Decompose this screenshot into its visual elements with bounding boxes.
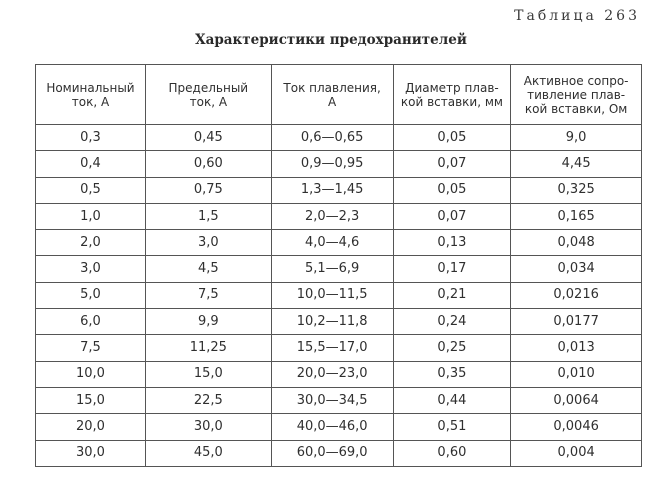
melting-current-cell: 1,3—1,45 (271, 177, 393, 203)
limit-current-cell: 45,0 (145, 440, 271, 466)
nominal-current-cell: 5,0 (36, 282, 146, 308)
table-row (36, 203, 642, 229)
nominal-current-cell: 2,0 (36, 230, 146, 256)
diameter-cell: 0,25 (393, 335, 511, 361)
melting-current-cell: 0,6—0,65 (271, 125, 393, 151)
nominal-current-cell: 7,5 (36, 335, 146, 361)
table-number: Таблица 263 (514, 8, 640, 24)
header-row (36, 65, 642, 125)
nominal-current-cell: 0,4 (36, 151, 146, 177)
header-line: Диаметр плав- (405, 80, 499, 95)
melting-current-cell: 10,2—11,8 (271, 309, 393, 335)
limit-current-cell: 4,5 (145, 256, 271, 282)
resistance-cell: 0,0046 (511, 414, 642, 440)
resistance-cell: 4,45 (511, 151, 642, 177)
header-line: Активное сопро- (523, 73, 629, 88)
diameter-cell: 0,35 (393, 361, 511, 387)
nominal-current-cell: 30,0 (36, 440, 146, 466)
table-caption: Характеристики предохранителей (195, 32, 467, 48)
limit-current-cell: 1,5 (145, 203, 271, 229)
resistance-cell: 0,0177 (511, 309, 642, 335)
header-active-resistance (511, 65, 642, 125)
header-line: ток, А (71, 94, 110, 109)
diameter-cell: 0,17 (393, 256, 511, 282)
header-line: А (328, 94, 337, 109)
resistance-cell: 0,010 (511, 361, 642, 387)
melting-current-cell: 15,5—17,0 (271, 335, 393, 361)
resistance-cell: 0,325 (511, 177, 642, 203)
header-line: кой вставки, мм (400, 94, 503, 109)
nominal-current-cell: 6,0 (36, 309, 146, 335)
header-insert-diameter (393, 65, 511, 125)
table-row (36, 414, 642, 440)
resistance-cell: 0,034 (511, 256, 642, 282)
melting-current-cell: 20,0—23,0 (271, 361, 393, 387)
table-row (36, 125, 642, 151)
diameter-cell: 0,05 (393, 177, 511, 203)
melting-current-cell: 30,0—34,5 (271, 387, 393, 413)
limit-current-cell: 11,25 (145, 335, 271, 361)
table-row (36, 361, 642, 387)
resistance-cell: 0,165 (511, 203, 642, 229)
diameter-cell: 0,60 (393, 440, 511, 466)
table-row (36, 230, 642, 256)
resistance-cell: 0,0064 (511, 387, 642, 413)
melting-current-cell: 0,9—0,95 (271, 151, 393, 177)
resistance-cell: 9,0 (511, 125, 642, 151)
nominal-current-cell: 10,0 (36, 361, 146, 387)
limit-current-cell: 0,45 (145, 125, 271, 151)
diameter-cell: 0,05 (393, 125, 511, 151)
melting-current-cell: 40,0—46,0 (271, 414, 393, 440)
header-limit-current (145, 65, 271, 125)
table-row (36, 177, 642, 203)
nominal-current-cell: 1,0 (36, 203, 146, 229)
header-line: кой вставки, Ом (524, 101, 628, 116)
header-line: тивление плав- (527, 87, 626, 102)
table-row (36, 309, 642, 335)
diameter-cell: 0,44 (393, 387, 511, 413)
limit-current-cell: 30,0 (145, 414, 271, 440)
resistance-cell: 0,004 (511, 440, 642, 466)
nominal-current-cell: 0,3 (36, 125, 146, 151)
limit-current-cell: 3,0 (145, 230, 271, 256)
table-body (36, 125, 642, 467)
resistance-cell: 0,0216 (511, 282, 642, 308)
table-row (36, 282, 642, 308)
nominal-current-cell: 20,0 (36, 414, 146, 440)
resistance-cell: 0,048 (511, 230, 642, 256)
header-line: Ток плавления, (283, 80, 381, 95)
header-melting-current (271, 65, 393, 125)
diameter-cell: 0,07 (393, 151, 511, 177)
header-line: ток, А (189, 94, 228, 109)
table-row (36, 440, 642, 466)
limit-current-cell: 15,0 (145, 361, 271, 387)
melting-current-cell: 10,0—11,5 (271, 282, 393, 308)
diameter-cell: 0,21 (393, 282, 511, 308)
header-line: Номинальный (46, 80, 135, 95)
header-nominal-current (36, 65, 146, 125)
limit-current-cell: 7,5 (145, 282, 271, 308)
table-row (36, 151, 642, 177)
nominal-current-cell: 15,0 (36, 387, 146, 413)
diameter-cell: 0,51 (393, 414, 511, 440)
diameter-cell: 0,24 (393, 309, 511, 335)
diameter-cell: 0,13 (393, 230, 511, 256)
melting-current-cell: 5,1—6,9 (271, 256, 393, 282)
diameter-cell: 0,07 (393, 203, 511, 229)
limit-current-cell: 0,60 (145, 151, 271, 177)
melting-current-cell: 60,0—69,0 (271, 440, 393, 466)
nominal-current-cell: 0,5 (36, 177, 146, 203)
nominal-current-cell: 3,0 (36, 256, 146, 282)
limit-current-cell: 22,5 (145, 387, 271, 413)
table-row (36, 387, 642, 413)
melting-current-cell: 4,0—4,6 (271, 230, 393, 256)
limit-current-cell: 0,75 (145, 177, 271, 203)
limit-current-cell: 9,9 (145, 309, 271, 335)
table-row (36, 335, 642, 361)
header-line: Предельный (168, 80, 249, 95)
fuse-characteristics-table (35, 64, 642, 467)
melting-current-cell: 2,0—2,3 (271, 203, 393, 229)
table-row (36, 256, 642, 282)
resistance-cell: 0,013 (511, 335, 642, 361)
